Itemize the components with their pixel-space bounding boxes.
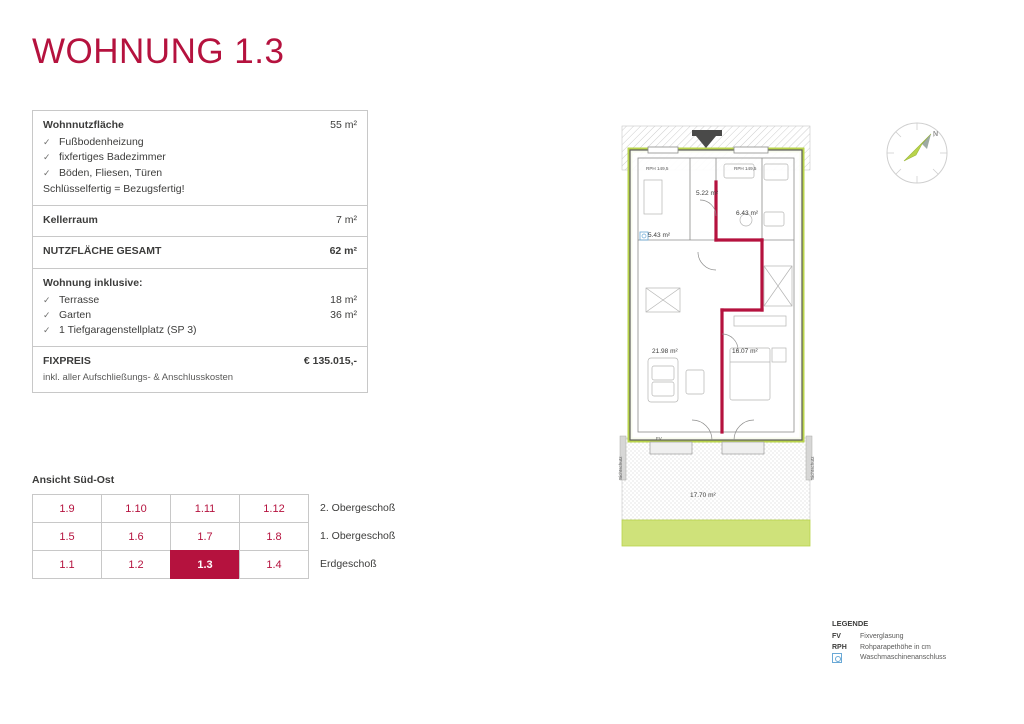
list-item-label: 1 Tiefgaragenstellplatz (SP 3) <box>59 324 197 337</box>
annotation-rph-right: RPH 149,5 <box>734 166 757 171</box>
floorplan-drawing <box>604 120 844 556</box>
spec-section-fixpreis <box>33 347 367 392</box>
legend-row-rph <box>832 643 946 654</box>
list-item-label: Fußbodenheizung <box>59 136 144 149</box>
spec-subnote: inkl. aller Aufschließungs- & Anschlusskosten <box>43 371 234 383</box>
spec-label: Wohnung inklusive: <box>43 276 143 289</box>
unit-cell-1-9[interactable]: 1.9 <box>32 494 102 523</box>
list-item-value: 18 m² <box>330 293 357 306</box>
compass-rose <box>884 120 950 186</box>
spec-item-list <box>43 293 357 339</box>
spec-value: 55 m² <box>330 119 357 131</box>
spec-value: € 135.015,- <box>303 355 357 368</box>
room-area-wc: 6.43 m² <box>736 210 759 217</box>
unit-cell-1-2[interactable]: 1.2 <box>101 550 171 579</box>
list-item <box>43 150 357 165</box>
floor-label-eg: Erdgeschoß <box>320 558 377 570</box>
room-area-living: 21.98 m² <box>652 348 678 355</box>
unit-cell-1-10[interactable]: 1.10 <box>101 494 171 523</box>
list-item-label: fixfertiges Badezimmer <box>59 151 166 164</box>
room-area-bath: 5.22 m² <box>696 190 719 197</box>
legend-text: Rohparapethöhe in cm <box>860 643 931 651</box>
spec-value: 7 m² <box>336 214 357 227</box>
spec-label: Kellerraum <box>43 214 98 227</box>
check-icon: ✓ <box>43 325 51 336</box>
floorplan-svg <box>604 120 844 556</box>
list-item <box>43 293 357 308</box>
specification-table <box>32 110 368 393</box>
compass-north-label: N <box>933 131 939 138</box>
legend-text: Waschmaschinenanschluss <box>860 654 947 662</box>
unit-cell-1-6[interactable]: 1.6 <box>101 522 171 551</box>
unit-cell-1-7[interactable]: 1.7 <box>170 522 240 551</box>
list-item-label: Böden, Fliesen, Türen <box>59 166 163 179</box>
legend <box>832 618 946 668</box>
room-area-terrace: 17.70 m² <box>690 492 716 499</box>
annotation-fv: FV <box>656 436 662 441</box>
annotation-screen-left: Sichtschutz <box>618 456 623 480</box>
washing-machine-icon <box>832 653 854 668</box>
check-icon: ✓ <box>43 152 51 163</box>
spec-label: NUTZFLÄCHE GESAMT <box>43 245 162 258</box>
room-area-hall: 5.43 m² <box>648 232 671 239</box>
check-icon: ✓ <box>43 294 51 305</box>
legend-key: FV <box>832 633 841 641</box>
check-icon: ✓ <box>43 137 51 148</box>
unit-cell-1-8[interactable]: 1.8 <box>239 522 309 551</box>
legend-row-fv <box>832 632 946 643</box>
unit-cell-1-5[interactable]: 1.5 <box>32 522 102 551</box>
spec-value: 62 m² <box>329 245 357 258</box>
check-icon: ✓ <box>43 309 51 320</box>
legend-key: RPH <box>832 643 847 651</box>
list-item-label: Garten <box>59 308 92 321</box>
unit-cell-1-4[interactable]: 1.4 <box>239 550 309 579</box>
spec-label: FIXPREIS <box>43 355 91 368</box>
list-item-value: 36 m² <box>330 308 357 321</box>
spec-item-list <box>43 135 357 181</box>
spec-label: Wohnnutzfläche <box>43 119 124 131</box>
list-item <box>43 308 357 323</box>
check-icon: ✓ <box>43 167 51 178</box>
legend-text: Fixverglasung <box>860 633 904 641</box>
unit-cell-1-11[interactable]: 1.11 <box>170 494 240 523</box>
matrix-row <box>32 494 395 522</box>
matrix-row <box>32 522 395 550</box>
ansicht-title: Ansicht Süd-Ost <box>32 474 115 486</box>
spec-note: Schlüsselfertig = Bezugsfertig! <box>43 182 185 195</box>
spec-section-wohnung-inklusive <box>33 269 367 348</box>
list-item <box>43 135 357 150</box>
room-area-bedroom: 16.07 m² <box>732 348 758 355</box>
unit-cell-1-3[interactable]: 1.3 <box>170 550 240 579</box>
annotation-rph-left: RPH 149,5 <box>646 166 669 171</box>
unit-matrix <box>32 494 395 578</box>
spec-section-wohnnutzflaeche <box>33 111 367 206</box>
legend-row-washing-machine <box>832 653 946 668</box>
annotation-screen-right: Sichtschutz <box>810 456 815 480</box>
floor-label-1og: 1. Obergeschoß <box>320 530 396 542</box>
spec-section-nutzflaeche-gesamt <box>33 237 367 268</box>
unit-cell-1-12[interactable]: 1.12 <box>239 494 309 523</box>
floor-label-2og: 2. Obergeschoß <box>320 502 396 514</box>
unit-cell-1-1[interactable]: 1.1 <box>32 550 102 579</box>
matrix-row <box>32 550 395 578</box>
page-title: WOHNUNG 1.3 <box>32 32 285 71</box>
legend-title: LEGENDE <box>832 619 869 628</box>
list-item <box>43 166 357 181</box>
list-item-label: Terrasse <box>59 293 100 306</box>
spec-section-kellerraum <box>33 206 367 237</box>
list-item <box>43 323 357 338</box>
